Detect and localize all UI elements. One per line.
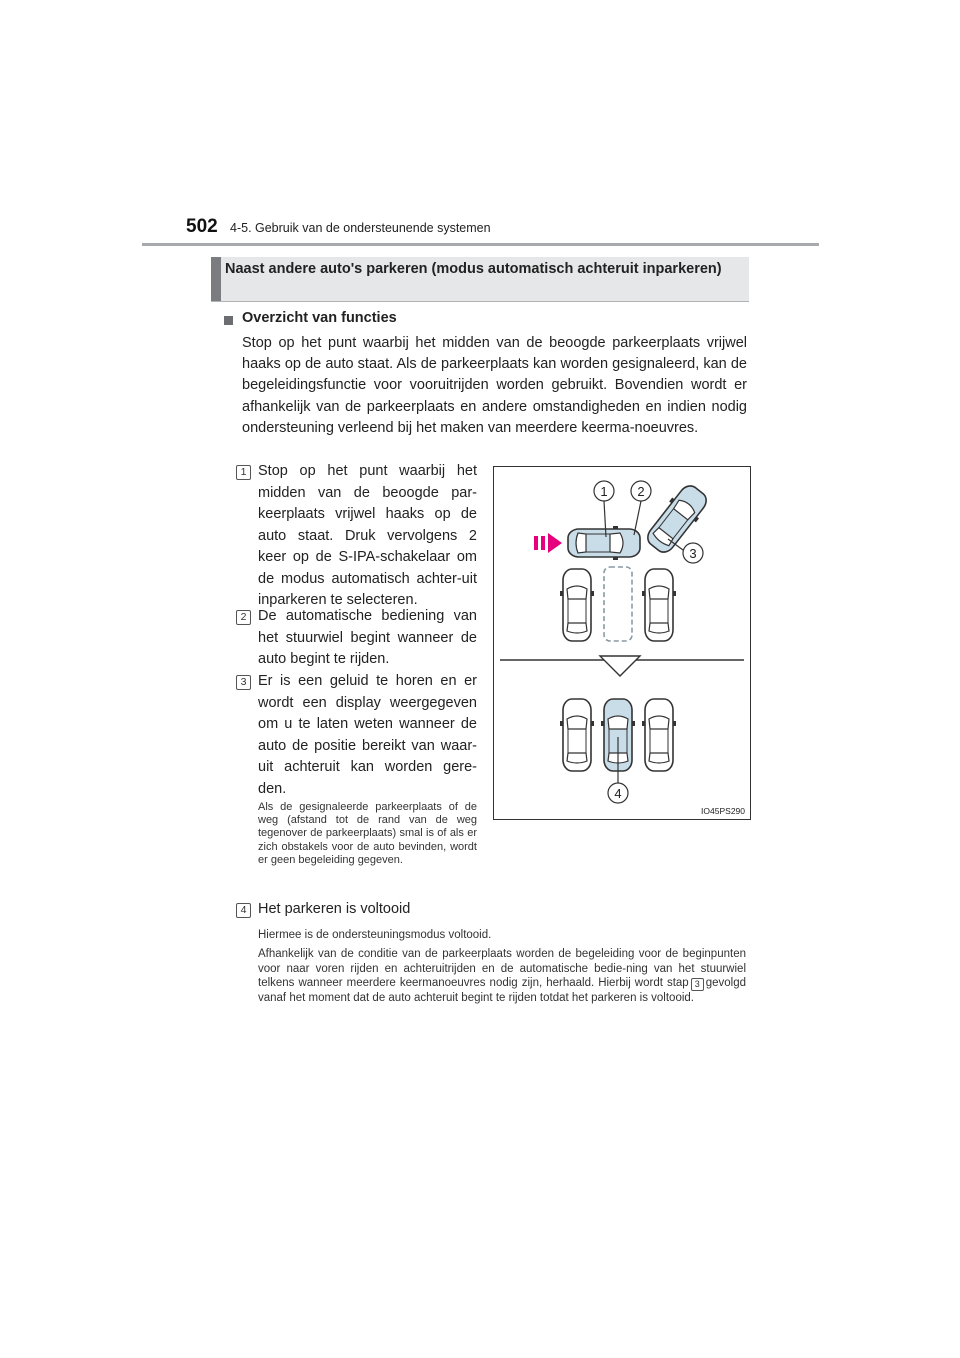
parked-car-right-top xyxy=(642,569,676,641)
step-3-note: Als de gesignaleerde parkeerplaats of de weg (afstand tot de rand van de weg tegenover de parkeerplaats) smal is of als er zich obstakels voor de auto bevinden, wordt er geen begeleiding gegeven. xyxy=(258,801,477,866)
section-title: Naast andere auto's parkeren (modus automatisch achteruit inparkeren) xyxy=(225,261,722,277)
parking-diagram xyxy=(494,467,750,819)
moving-car xyxy=(568,526,640,560)
callout-3 xyxy=(683,543,703,563)
step-2-text: De automatische bediening van het stuurwiel begint wanneer de auto begint te rijden. xyxy=(258,608,477,667)
intro-paragraph: Stop op het punt waarbij het midden van de beoogde parkeerplaats vrijwel haaks op de auto staat. Als de parkeerplaats kan worden gesignaleerd, kan de begeleidingsfunctie voor vooruitrijden worden gebruikt. Bovendien wordt er afhankelijk van de parkeerplaats en andere omstandigheden en indien nodig ondersteuning verleend bij het maken van meerdere keerma-noeuvres. xyxy=(242,335,747,436)
repeat-note xyxy=(258,947,746,1006)
callout-4 xyxy=(608,783,628,803)
step-number-2: 2 xyxy=(236,610,251,625)
header-divider xyxy=(142,243,819,246)
parked-car-left-top xyxy=(560,569,594,641)
svg-text:3: 3 xyxy=(689,546,697,561)
svg-text:1: 1 xyxy=(600,484,608,499)
step-number-3: 3 xyxy=(236,675,251,690)
completion-note: Hiermee is de ondersteuningsmodus voltooid. xyxy=(258,929,492,941)
figure-code: IO45PS290 xyxy=(701,806,745,816)
svg-text:2: 2 xyxy=(637,484,645,499)
target-parking-space xyxy=(604,567,632,641)
down-arrow-icon xyxy=(600,656,640,676)
callout-1 xyxy=(594,481,614,501)
section-title-accent-bar xyxy=(211,257,221,301)
step-3-text: Er is een geluid te horen en er wordt een display weergegeven om u te laten weten wanneer de auto de positie bereikt van waar-uit achteruit kan worden gere-den. xyxy=(258,673,477,797)
step-number-1: 1 xyxy=(236,465,251,480)
section-title-box xyxy=(211,257,749,302)
parked-car-left-bottom xyxy=(560,699,594,771)
step-4-text: Het parkeren is voltooid xyxy=(258,901,411,917)
square-bullet-icon xyxy=(224,316,233,325)
step-number-4: 4 xyxy=(236,903,251,918)
subsection-heading: Overzicht van functies xyxy=(242,310,397,326)
inline-step-number: 3 xyxy=(691,978,704,991)
step-1-text: Stop op het punt waarbij het midden van de beoogde par-keerplaats vrijwel haaks op de auto staat. Druk vervolgens 2 keer op de S-IPA-schakelaar om de modus automatisch achter-uit inparkeren te selecteren. xyxy=(258,463,477,608)
parking-illustration xyxy=(493,466,751,820)
repeat-note-before: Afhankelijk van de conditie van de parkeerplaats worden de begeleiding voor de beginpunten voor naar voren rijden en achteruitrijden en de automatische bedie-ning van het stuurwiel telkens wanneer meerdere keermanoeuvres nodig zijn, herhaald. Hierbij wordt stap xyxy=(258,948,746,990)
repeat-note-after: gevolgd vanaf het moment dat de auto achteruit begint te rijden totdat het parkeren is voltooid. xyxy=(258,977,746,1005)
parked-car-right-bottom xyxy=(642,699,676,771)
section-breadcrumb: 4-5. Gebruik van de ondersteunende systemen xyxy=(230,221,491,235)
svg-text:4: 4 xyxy=(614,786,622,801)
callout-2 xyxy=(631,481,651,501)
direction-arrow-icon xyxy=(534,533,562,553)
page-number: 502 xyxy=(186,216,218,237)
